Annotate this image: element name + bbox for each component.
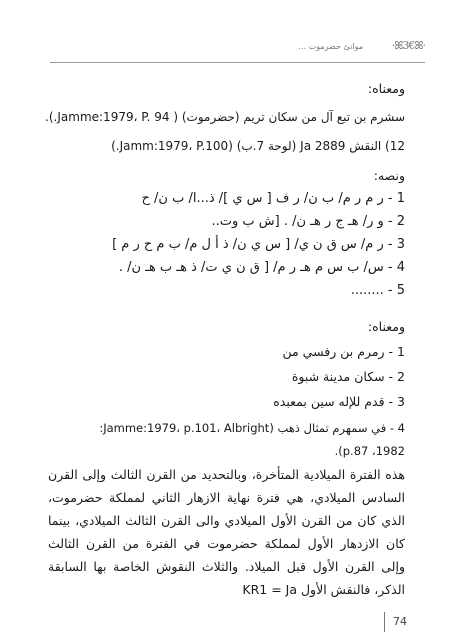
meaning-line-2: 2 - سكان مدينة شبوة xyxy=(291,369,405,384)
meaning-label-1: ومعناه: xyxy=(367,81,405,96)
page-header xyxy=(50,39,425,56)
meaning-label-2: ومعناه: xyxy=(367,319,405,334)
inscription-line-1: 1 - ر م ر م/ ب ن/ ر ف [ س ي ]/ ذ...ا/ ب ن/ ح xyxy=(141,191,405,206)
header-divider xyxy=(50,62,425,63)
inscription-line-4: 4 - س/ ب س م هـ ر م/ [ ق ن ي ت/ ذ هـ ب هـ ن/ . xyxy=(118,260,405,275)
footer-divider xyxy=(384,612,385,632)
text-label: ونصه: xyxy=(373,168,405,183)
inscription-line-3: 3 - ر م/ س ق ن ي/ [ س ي ن/ ذ أ ل م/ ب م ح ر م ] xyxy=(112,237,405,252)
meaning-line-4-continued: 1982، p.87). xyxy=(334,444,405,458)
inscription-line-5: 5 - ........ xyxy=(350,283,405,298)
meaning-line-3: 3 - قدم للإله سين بمعبده xyxy=(273,394,405,409)
page-number: 74 xyxy=(393,615,407,628)
inscription-heading: 12) النقش Ja 2889 (لوحة 7.ب) (Jamm:1979، P.100.) xyxy=(111,139,405,153)
meaning-line-4: 4 - في سمهرم تمثال ذهب (Jamme:1979، p.101، Albright: xyxy=(99,421,405,435)
running-title: موانئ حضرموت ... xyxy=(298,42,363,51)
meaning-text-1: سشرم بن تبع آل من سكان تريم (حضرموت) ( Jamme:1979، P. 94.). xyxy=(45,110,405,124)
meaning-line-1: 1 - رمرم بن رفسي من xyxy=(282,344,405,359)
header-ornament: ·ꕤ3€ꕤ· xyxy=(391,39,425,52)
inscription-line-2: 2 - و ر/ هـ ج ر هـ ن/ . [ش ب وت.. xyxy=(211,214,405,229)
body-paragraph: هذه الفترة الميلادية المتأخرة، وبالتحديد من القرن الثالث وإلى القرن السادس الميلادي، هي فترة نهاية الازهار الثاني لمملكة حضرموت، الذي كان من القرن الأول الميلادي والى القرن الثالث الميلادي، بينما كان الازدهار الأول لمملكة حضرموت في الفترة من القرن الثالث وإلى القرن الأول قبل الميلاد. والثلاث النقوش الخاصة بها السابقة الذكر، فالنقش الأول KR1 = Ja xyxy=(48,467,405,597)
